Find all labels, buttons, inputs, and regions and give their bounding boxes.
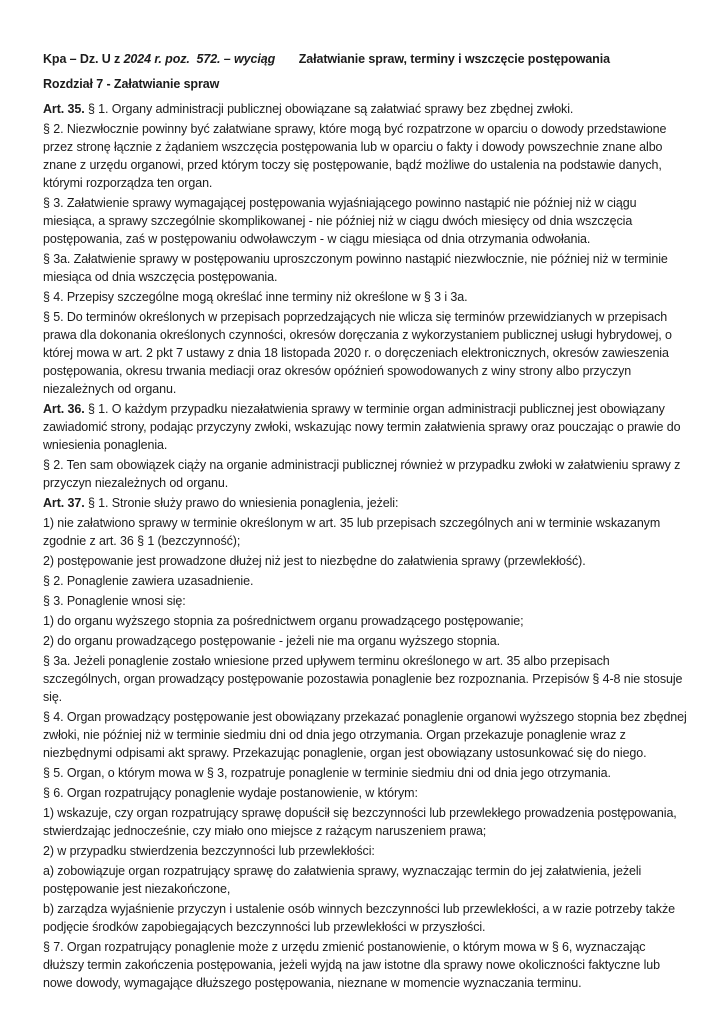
- text-line: [43, 612, 684, 630]
- text-segment: 1) do organu wyższego stopnia za pośrednictwem organu prowadzącego postępowanie;: [43, 614, 524, 628]
- text-segment: § 7. Organ rozpatrujący ponaglenie może z urzędu zmienić postanowienie, o którym mowa w § 6, wyznaczając: [43, 940, 646, 954]
- art36-s1: [43, 400, 684, 454]
- text-segment: § 5. Organ, o którym mowa w § 3, rozpatruje ponaglenie w terminie siedmiu dni od dnia jego otrzymania.: [43, 766, 611, 780]
- text-line: [43, 572, 684, 590]
- act-citation: Kpa – Dz. U z: [43, 52, 124, 66]
- text-line: [43, 804, 684, 822]
- text-line: [43, 918, 684, 936]
- text-line: [43, 532, 684, 550]
- chapter-heading: [43, 75, 684, 93]
- text-segment: § 5. Do terminów określonych w przepisach poprzedzających nie wlicza się terminów przewidzianych w przepisach: [43, 310, 668, 324]
- text-line: [43, 436, 684, 454]
- art37-s3: [43, 592, 684, 610]
- text-line: [43, 308, 684, 326]
- text-line: [43, 250, 684, 268]
- text-line: [43, 174, 684, 192]
- art37-s3-pt1: [43, 612, 684, 630]
- text-segment: § 3a. Jeżeli ponaglenie zostało wniesione przed upływem terminu określonego w art. 35 albo przepisach: [43, 654, 610, 668]
- text-segment: nowe dowody, wymagające dłuższego postępowania, nieznane w momencie wyznaczania terminu.: [43, 976, 582, 990]
- text-segment: niezbędnymi odpisami akt sprawy. Przekazując ponaglenie, organ jest obowiązany ustosunkować się do niego.: [43, 746, 647, 760]
- text-line: [43, 764, 684, 782]
- chapter-title: Rozdział 7 - Załatwianie spraw: [43, 77, 220, 91]
- art35-s2: [43, 120, 684, 192]
- document-header: [43, 50, 684, 68]
- text-segment: przez stronę łącznie z żądaniem wszczęcia postępowania lub w oparciu o fakty i dowody powszechnie znane albo: [43, 140, 663, 154]
- text-segment: stwierdzając jednocześnie, czy miało ono miejsce z rażącym naruszeniem prawa;: [43, 824, 487, 838]
- art37-s6-pt2a: [43, 862, 684, 898]
- art35-s1: [43, 100, 684, 118]
- text-segment: prawa dla dokonania określonych czynności, okresów doręczania z wykorzystaniem publicznej usługi hybrydowej, o: [43, 328, 672, 342]
- art36-s2: [43, 456, 684, 492]
- art35-s3a: [43, 250, 684, 286]
- text-line: [43, 156, 684, 174]
- text-line: [43, 138, 684, 156]
- text-line: [43, 784, 684, 802]
- text-segment: a) zobowiązuje organ rozpatrujący sprawę do załatwienia sprawy, wyznaczając termin do jej załatwienia, jeżeli: [43, 864, 642, 878]
- text-segment: b) zarządza wyjaśnienie przyczyn i ustalenie osób winnych bezczynności lub przewlekłości, a w razie potrzeby także: [43, 902, 675, 916]
- text-line: [43, 514, 684, 532]
- text-line: [43, 708, 687, 726]
- text-line: [43, 326, 684, 344]
- text-line: [43, 900, 684, 918]
- art37-s3a: [43, 652, 684, 706]
- text-line: [43, 120, 684, 138]
- document-subject: Załatwianie spraw, terminy i wszczęcie postępowania: [275, 52, 610, 66]
- text-segment: zgodnie z art. 36 § 1 (bezczynność);: [43, 534, 241, 548]
- text-segment: 2) postępowanie jest prowadzone dłużej niż jest to niezbędne do załatwienia sprawy (przewlekłość).: [43, 554, 586, 568]
- text-segment: 2) w przypadku stwierdzenia bezczynności lub przewlekłości:: [43, 844, 375, 858]
- text-segment: § 4. Organ prowadzący postępowanie jest obowiązany przekazać ponaglenie organowi wyższego stopnia bez zbędnej: [43, 710, 687, 724]
- text-segment: § 1. Organy administracji publicznej obowiązane są załatwiać sprawy bez zbędnej zwłoki.: [87, 102, 574, 116]
- text-line: [43, 75, 684, 93]
- text-segment: postępowanie jest niezakończone,: [43, 882, 231, 896]
- text-line: [43, 212, 684, 230]
- text-line: [43, 474, 684, 492]
- text-segment: § 1. Stronie służy prawo do wniesienia ponaglenia, jeżeli:: [87, 496, 399, 510]
- art35-s4: [43, 288, 684, 306]
- article-number: Art. 36.: [43, 402, 88, 416]
- text-segment: wniesienia ponaglenia.: [43, 438, 168, 452]
- text-segment: § 6. Organ rozpatrujący ponaglenie wydaje postanowienie, w którym:: [43, 786, 418, 800]
- text-line: [43, 494, 684, 512]
- art37-s4: [43, 708, 687, 762]
- art37-s1-pt1: [43, 514, 684, 550]
- text-line: [43, 100, 684, 118]
- art37-s6: [43, 784, 684, 802]
- text-segment: § 3. Załatwienie sprawy wymagającej postępowania wyjaśniającego powinno nastąpić nie później niż w ciągu: [43, 196, 637, 210]
- text-segment: § 2. Niezwłocznie powinny być załatwiane sprawy, które mogą być rozpatrzone w oparciu o dowody przedstawione: [43, 122, 667, 136]
- art35-s5: [43, 308, 684, 398]
- art35-s3: [43, 194, 684, 248]
- text-line: [43, 592, 684, 610]
- art37-s1-pt2: [43, 552, 684, 570]
- text-line: [43, 956, 684, 974]
- document-body: [43, 50, 687, 992]
- text-segment: przyczyn niezależnych od organu.: [43, 476, 229, 490]
- text-segment: której mowa w art. 2 pkt 7 ustawy z dnia 18 listopada 2020 r. o doręczeniach elektronicznych, okresów zawieszenia: [43, 346, 669, 360]
- act-citation-italic: 2024 r. poz. 572. – wyciąg: [123, 52, 276, 66]
- art37-s5: [43, 764, 684, 782]
- text-line: [43, 268, 684, 286]
- text-line: [43, 194, 684, 212]
- text-segment: § 2. Ten sam obowiązek ciąży na organie administracji publicznej również w przypadku zwłoki w załatwieniu sprawy z: [43, 458, 681, 472]
- text-line: [43, 688, 684, 706]
- text-line: [43, 974, 684, 992]
- text-segment: znane z urzędu organowi, przed którym toczy się postępowanie, bądź możliwe do ustalenia na podstawie danych,: [43, 158, 662, 172]
- art37-s6-pt1: [43, 804, 684, 840]
- text-line: [43, 50, 684, 68]
- text-segment: postępowania, okresu trwania mediacji oraz okresów opóźnień spowodowanych z winy strony albo przyczyn: [43, 364, 632, 378]
- text-line: [43, 400, 684, 418]
- art37-s2: [43, 572, 684, 590]
- text-line: [43, 456, 684, 474]
- text-line: [43, 744, 684, 762]
- text-line: [43, 230, 684, 248]
- text-line: [43, 632, 684, 650]
- text-line: [43, 822, 684, 840]
- art37-s3-pt2: [43, 632, 684, 650]
- text-segment: którymi rozporządza ten organ.: [43, 176, 213, 190]
- text-line: [43, 288, 684, 306]
- text-segment: podjęcie środków zapobiegających bezczynności lub przewlekłości w przyszłości.: [43, 920, 486, 934]
- art37-s6-pt2b: [43, 900, 684, 936]
- text-segment: § 1. O każdym przypadku niezałatwienia sprawy w terminie organ administracji publicznej jest obowiązany: [87, 402, 665, 416]
- text-line: [43, 418, 684, 436]
- text-line: [43, 862, 684, 880]
- text-segment: 2) do organu prowadzącego postępowanie - jeżeli nie ma organu wyższego stopnia.: [43, 634, 500, 648]
- text-segment: 1) wskazuje, czy organ rozpatrujący sprawę dopuścił się bezczynności lub przewlekłego prowadzenia postępowania,: [43, 806, 677, 820]
- text-line: [43, 726, 684, 744]
- text-segment: 1) nie załatwiono sprawy w terminie określonym w art. 35 lub przepisach szczególnych ani w terminie wskazanym: [43, 516, 661, 530]
- text-line: [43, 880, 684, 898]
- text-segment: § 2. Ponaglenie zawiera uzasadnienie.: [43, 574, 254, 588]
- text-segment: § 4. Przepisy szczególne mogą określać inne terminy niż określone w § 3 i 3a.: [43, 290, 468, 304]
- text-segment: niezależnych od organu.: [43, 382, 177, 396]
- text-segment: miesiąca, a sprawy szczególnie skomplikowanej - nie później niż w ciągu dwóch miesięcy od dnia wszczęcia: [43, 214, 633, 228]
- art37-s1: [43, 494, 684, 512]
- text-segment: § 3a. Załatwienie sprawy w postępowaniu uproszczonym powinno nastąpić niezwłocznie, nie później niż w terminie: [43, 252, 668, 266]
- text-segment: miesiąca od dnia wszczęcia postępowania.: [43, 270, 278, 284]
- text-segment: się.: [43, 690, 63, 704]
- text-line: [43, 552, 684, 570]
- text-segment: zwłoki, nie później niż w terminie siedmiu dni od dnia jego otrzymania. Organ przekazuje ponaglenie wraz z: [43, 728, 626, 742]
- text-line: [43, 652, 684, 670]
- text-segment: postępowania, zaś w postępowaniu odwoławczym - w ciągu miesiąca od dnia otrzymania odwołania.: [43, 232, 591, 246]
- text-line: [43, 670, 684, 688]
- art37-s7: [43, 938, 684, 992]
- text-line: [43, 344, 684, 362]
- article-number: Art. 35.: [43, 102, 88, 116]
- text-line: [43, 938, 684, 956]
- text-segment: § 3. Ponaglenie wnosi się:: [43, 594, 186, 608]
- article-number: Art. 37.: [43, 496, 88, 510]
- text-segment: zawiadomić strony, podając przyczyny zwłoki, wskazując nowy termin załatwienia sprawy oraz pouczając o prawie do: [43, 420, 681, 434]
- text-segment: szczególnych, organ prowadzący postępowanie pozostawia ponaglenie bez rozpoznania. Przepisów § 4-8 nie stosuje: [43, 672, 683, 686]
- text-line: [43, 842, 684, 860]
- art37-s6-pt2: [43, 842, 684, 860]
- text-line: [43, 362, 684, 380]
- text-line: [43, 380, 684, 398]
- text-segment: dłuższy termin zakończenia postępowania, jeżeli wyjdą na jaw istotne dla sprawy nowe okoliczności faktyczne lub: [43, 958, 660, 972]
